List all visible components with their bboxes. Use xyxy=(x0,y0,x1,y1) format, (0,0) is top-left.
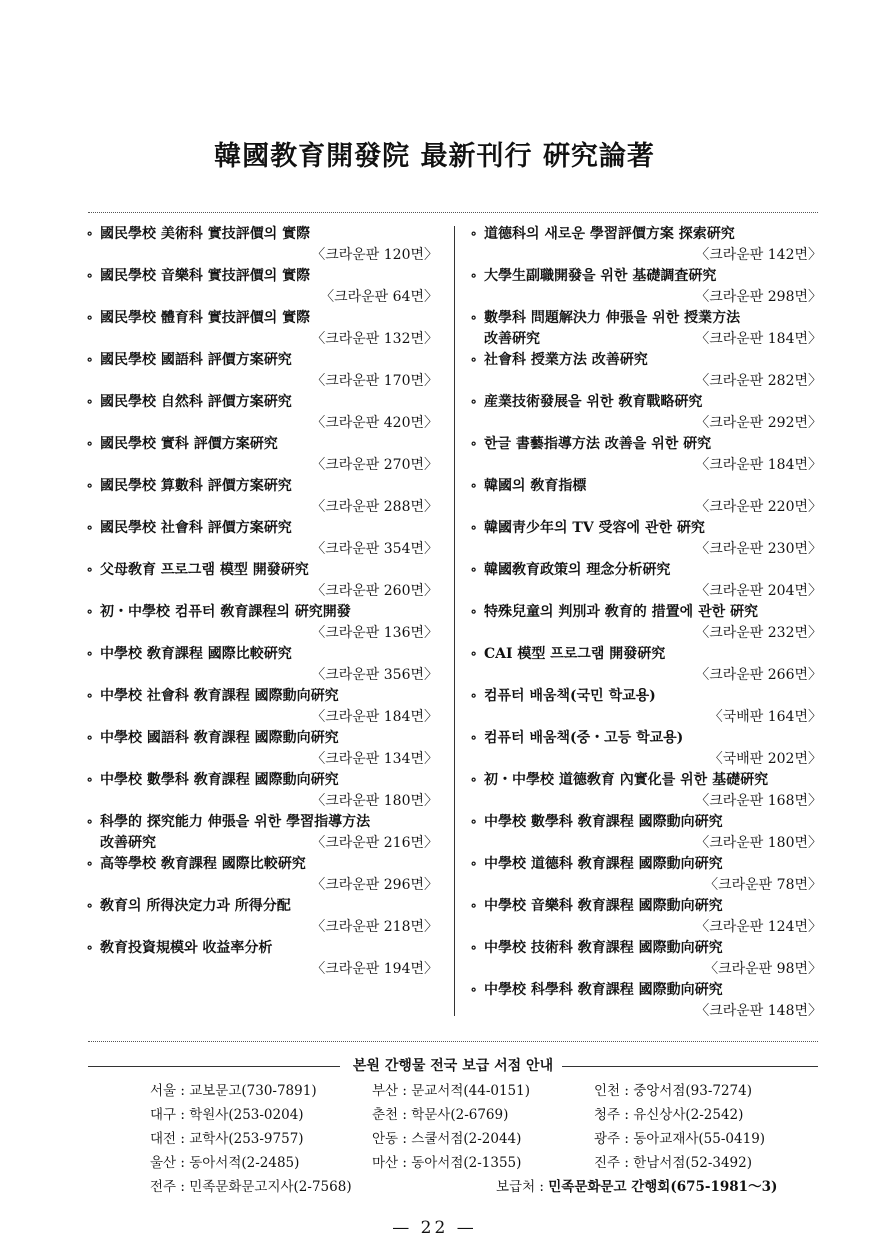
entry-title: 國民學校 體育科 實技評價의 實際 xyxy=(100,310,311,326)
entry-format-pages: 〈크라운판 260면〉 xyxy=(311,583,438,599)
entry-title-line xyxy=(470,812,822,833)
bookstore-entry: 청주 : 유신상사(2-2542) xyxy=(594,1107,744,1123)
entry-title-line xyxy=(470,329,822,350)
entry-format-pages: 〈크라운판 184면〉 xyxy=(695,331,822,347)
bookstore-entry: 진주 : 한남서점(52-3492) xyxy=(594,1155,753,1171)
entry-title-line xyxy=(470,476,822,497)
publication-entry xyxy=(86,686,438,728)
entry-format-pages: 〈크라운판 168면〉 xyxy=(695,793,822,809)
entry-format-pages: 〈크라운판 354면〉 xyxy=(311,541,438,557)
publication-entry xyxy=(86,644,438,686)
bullet-icon: ∘ xyxy=(86,814,94,830)
supplier-label: 보급처 : xyxy=(496,1179,549,1195)
bookstore-entry: 안동 : 스쿨서점(2-2044) xyxy=(372,1131,522,1147)
entry-title: 國民學校 自然科 評價方案硏究 xyxy=(100,394,292,410)
bookstore-jeonju: 전주 : 민족문화문고지사(2-7568) xyxy=(150,1179,352,1195)
entry-title-line xyxy=(470,224,822,245)
column-divider xyxy=(454,226,455,1016)
entry-title-line xyxy=(86,686,438,707)
entry-format-pages: 〈크라운판 98면〉 xyxy=(704,961,822,977)
bookstore-entry: 대구 : 학원사(253-0204) xyxy=(150,1107,304,1123)
publication-entry xyxy=(86,350,438,392)
entry-title-line xyxy=(470,980,822,1001)
distribution-heading-text: 본원 간행물 전국 보급 서점 안내 xyxy=(88,1056,818,1076)
entry-title: 大學生副職開發을 위한 基礎調査硏究 xyxy=(484,268,717,284)
entry-format-pages: 〈크라운판 216면〉 xyxy=(311,835,438,851)
publication-entry xyxy=(470,266,822,308)
bullet-icon: ∘ xyxy=(470,646,478,662)
bullet-icon: ∘ xyxy=(86,688,94,704)
bullet-icon: ∘ xyxy=(470,478,478,494)
entry-title-line xyxy=(86,560,438,581)
entry-title: 高等學校 敎育課程 國際比較硏究 xyxy=(100,856,306,872)
left-column xyxy=(86,224,438,980)
entry-title-line xyxy=(86,434,438,455)
entry-title-line xyxy=(470,560,822,581)
entry-format-pages: 〈크라운판 230면〉 xyxy=(695,541,822,557)
entry-title-line xyxy=(86,896,438,917)
entry-format-pages: 〈크라운판 194면〉 xyxy=(311,961,438,977)
publication-entry xyxy=(86,434,438,476)
publication-entry xyxy=(86,266,438,308)
entry-title-line xyxy=(86,770,438,791)
entry-title: 中學校 敎育課程 國際比較硏究 xyxy=(100,646,292,662)
entry-format-pages: 〈크라운판 296면〉 xyxy=(311,877,438,893)
entry-format-pages: 〈크라운판 124면〉 xyxy=(695,919,822,935)
entry-format-pages: 〈크라운판 218면〉 xyxy=(311,919,438,935)
publication-entry xyxy=(470,686,822,728)
supplier-name: 민족문화문고 간행회(675-1981〜3) xyxy=(548,1179,778,1195)
publication-entry xyxy=(86,896,438,938)
entry-title: 中學校 社會科 敎育課程 國際動向硏究 xyxy=(100,688,339,704)
publication-entry xyxy=(86,560,438,602)
entry-title-line xyxy=(470,602,822,623)
entry-format-pages: 〈크라운판 292면〉 xyxy=(695,415,822,431)
entry-title: 國民學校 音樂科 實技評價의 實際 xyxy=(100,268,311,284)
entry-title-line xyxy=(86,602,438,623)
entry-format-pages: 〈크라운판 78면〉 xyxy=(704,877,822,893)
entry-format-pages: 〈크라운판 282면〉 xyxy=(695,373,822,389)
publication-entry xyxy=(86,518,438,560)
entry-title: 父母敎育 프로그램 模型 開發硏究 xyxy=(100,562,309,578)
bullet-icon: ∘ xyxy=(470,856,478,872)
bookstore-entry: 인천 : 중앙서점(93-7274) xyxy=(594,1083,753,1099)
bullet-icon: ∘ xyxy=(86,352,94,368)
bookstore-entry: 춘천 : 학문사(2-6769) xyxy=(372,1107,509,1123)
entry-format-pages: 〈크라운판 184면〉 xyxy=(311,709,438,725)
page-title: 韓國教育開發院 最新刊行 硏究論著 xyxy=(214,141,655,172)
entry-format-pages: 〈크라운판 184면〉 xyxy=(695,457,822,473)
bullet-icon: ∘ xyxy=(86,772,94,788)
entry-title-line xyxy=(470,686,822,707)
entry-format-pages: 〈크라운판 180면〉 xyxy=(695,835,822,851)
bullet-icon: ∘ xyxy=(86,940,94,956)
entry-format-pages: 〈크라운판 266면〉 xyxy=(695,667,822,683)
entry-title: 中學校 科學科 敎育課程 國際動向硏究 xyxy=(484,982,723,998)
bullet-icon: ∘ xyxy=(470,814,478,830)
entry-title: 컴퓨터 배움책(중・고등 학교용) xyxy=(484,730,684,746)
bullet-icon: ∘ xyxy=(86,562,94,578)
right-column xyxy=(470,224,822,1022)
publication-entry xyxy=(86,308,438,350)
entry-title: 韓國의 敎育指標 xyxy=(484,478,587,494)
entry-title: 社會科 授業方法 改善硏究 xyxy=(484,352,648,368)
publication-entry xyxy=(86,392,438,434)
publication-entry xyxy=(86,476,438,518)
entry-title: 韓國靑少年의 TV 受容에 관한 硏究 xyxy=(484,520,705,536)
entry-format-pages: 〈크라운판 356면〉 xyxy=(311,667,438,683)
page-number: — 22 — xyxy=(392,1218,477,1238)
entry-format-pages: 〈국배판 202면〉 xyxy=(708,751,822,767)
entry-title-line xyxy=(470,644,822,665)
publication-entry xyxy=(470,476,822,518)
bullet-icon: ∘ xyxy=(86,268,94,284)
bookstore-entry: 광주 : 동아교재사(55-0419) xyxy=(594,1131,766,1147)
bullet-icon: ∘ xyxy=(470,604,478,620)
entry-format-pages: 〈크라운판 142면〉 xyxy=(695,247,822,263)
entry-title: 改善硏究 xyxy=(484,331,540,347)
entry-title: 國民學校 社會科 評價方案硏究 xyxy=(100,520,292,536)
bullet-icon: ∘ xyxy=(470,898,478,914)
entry-title-line xyxy=(470,266,822,287)
entry-title: 初・中學校 道德敎育 內實化를 위한 基礎硏究 xyxy=(484,772,769,788)
bullet-icon: ∘ xyxy=(86,436,94,452)
entry-title-line xyxy=(470,938,822,959)
heading-rule-right xyxy=(562,1066,818,1067)
bullet-icon: ∘ xyxy=(86,226,94,242)
entry-format-pages: 〈크라운판 220면〉 xyxy=(695,499,822,515)
entry-title: 中學校 數學科 敎育課程 國際動向硏究 xyxy=(484,814,723,830)
publication-entry xyxy=(470,854,822,896)
entry-title-line xyxy=(470,518,822,539)
bullet-icon: ∘ xyxy=(470,352,478,368)
entry-title: 國民學校 美術科 實技評價의 實際 xyxy=(100,226,311,242)
bullet-icon: ∘ xyxy=(86,394,94,410)
entry-title: 中學校 道德科 敎育課程 國際動向硏究 xyxy=(484,856,723,872)
bullet-icon: ∘ xyxy=(86,604,94,620)
bullet-icon: ∘ xyxy=(470,562,478,578)
entry-title-line xyxy=(86,812,438,833)
bullet-icon: ∘ xyxy=(86,898,94,914)
entry-format-pages: 〈크라운판 298면〉 xyxy=(695,289,822,305)
entry-title-line xyxy=(86,392,438,413)
bookstore-row-last xyxy=(150,1175,810,1199)
entry-title-line xyxy=(470,770,822,791)
entry-title: 特殊兒童의 判別과 敎育的 措置에 관한 硏究 xyxy=(484,604,758,620)
publication-entry xyxy=(470,434,822,476)
bullet-icon: ∘ xyxy=(470,226,478,242)
entry-title: 科學的 探究能力 伸張을 위한 學習指導方法 xyxy=(100,814,371,830)
entry-title-line xyxy=(86,518,438,539)
entry-title: 敎育의 所得決定力과 所得分配 xyxy=(100,898,291,914)
bullet-icon: ∘ xyxy=(470,394,478,410)
publication-entry xyxy=(470,224,822,266)
bookstore-row xyxy=(150,1151,810,1175)
bookstore-row xyxy=(150,1103,810,1127)
bookstore-entry: 부산 : 문교서적(44-0151) xyxy=(372,1083,531,1099)
bottom-dotted-rule xyxy=(88,1041,818,1042)
entry-format-pages: 〈크라운판 148면〉 xyxy=(695,1003,822,1019)
publication-entry xyxy=(86,812,438,854)
publication-entry xyxy=(470,350,822,392)
entry-format-pages: 〈크라운판 136면〉 xyxy=(311,625,438,641)
publication-entry xyxy=(470,518,822,560)
bookstore-entry: 마산 : 동아서점(2-1355) xyxy=(372,1155,522,1171)
entry-title: 中學校 技術科 敎育課程 國際動向硏究 xyxy=(484,940,723,956)
bullet-icon: ∘ xyxy=(470,940,478,956)
publication-entry xyxy=(86,770,438,812)
entry-title-line xyxy=(470,434,822,455)
entry-title-line xyxy=(86,266,438,287)
entry-title: 한글 書藝指導方法 改善을 위한 硏究 xyxy=(484,436,712,452)
bullet-icon: ∘ xyxy=(470,310,478,326)
entry-format-pages: 〈크라운판 170면〉 xyxy=(311,373,438,389)
entry-title-line xyxy=(86,476,438,497)
bullet-icon: ∘ xyxy=(86,856,94,872)
supplier-info xyxy=(496,1175,777,1199)
publication-entry xyxy=(470,938,822,980)
entry-title-line xyxy=(86,728,438,749)
entry-title: 中學校 國語科 敎育課程 國際動向硏究 xyxy=(100,730,339,746)
entry-title: 中學校 數學科 敎育課程 國際動向硏究 xyxy=(100,772,339,788)
entry-format-pages: 〈크라운판 120면〉 xyxy=(311,247,438,263)
entry-title-line xyxy=(470,854,822,875)
publication-entry xyxy=(86,728,438,770)
entry-title-line xyxy=(86,833,438,854)
entry-title: 初・中學校 컴퓨터 敎育課程의 硏究開發 xyxy=(100,604,351,620)
bullet-icon: ∘ xyxy=(86,730,94,746)
entry-title-line xyxy=(86,308,438,329)
publication-entry xyxy=(86,854,438,896)
entry-title-line xyxy=(86,224,438,245)
bullet-icon: ∘ xyxy=(470,268,478,284)
publication-entry xyxy=(470,308,822,350)
entry-title: 韓國敎育政策의 理念分析硏究 xyxy=(484,562,671,578)
bullet-icon: ∘ xyxy=(86,646,94,662)
entry-title: 國民學校 實科 評價方案硏究 xyxy=(100,436,278,452)
publication-entry xyxy=(86,602,438,644)
entry-title: 國民學校 算數科 評價方案硏究 xyxy=(100,478,292,494)
entry-title: 敎育投資規模와 收益率分析 xyxy=(100,940,273,956)
bookstore-entry: 울산 : 동아서적(2-2485) xyxy=(150,1155,300,1171)
entry-format-pages: 〈크라운판 420면〉 xyxy=(311,415,438,431)
bullet-icon: ∘ xyxy=(470,520,478,536)
entry-title: CAI 模型 프로그램 開發硏究 xyxy=(484,646,666,662)
entry-title: 컴퓨터 배움책(국민 학교용) xyxy=(484,688,656,704)
entry-title: 國民學校 國語科 評價方案硏究 xyxy=(100,352,292,368)
entry-title: 産業技術發展을 위한 敎育戰略硏究 xyxy=(484,394,703,410)
publication-entry xyxy=(86,938,438,980)
entry-title-line xyxy=(86,938,438,959)
entry-title: 道德科의 새로운 學習評價方案 探索硏究 xyxy=(484,226,735,242)
top-dotted-rule xyxy=(88,212,818,213)
entry-format-pages: 〈크라운판 132면〉 xyxy=(311,331,438,347)
entry-title-line xyxy=(470,350,822,371)
entry-format-pages: 〈크라운판 232면〉 xyxy=(695,625,822,641)
bookstore-row xyxy=(150,1079,810,1103)
entry-title: 數學科 問題解決力 伸張을 위한 授業方法 xyxy=(484,310,741,326)
entry-format-pages: 〈크라운판 64면〉 xyxy=(320,289,438,305)
publication-entry xyxy=(470,896,822,938)
entry-title-line xyxy=(470,896,822,917)
entry-title: 中學校 音樂科 敎育課程 國際動向硏究 xyxy=(484,898,723,914)
publication-entry xyxy=(470,980,822,1022)
entry-title-line xyxy=(470,392,822,413)
entry-format-pages: 〈크라운판 288면〉 xyxy=(311,499,438,515)
bookstore-entry: 대전 : 교학사(253-9757) xyxy=(150,1131,304,1147)
bullet-icon: ∘ xyxy=(470,688,478,704)
entry-title-line xyxy=(86,854,438,875)
entry-title: 改善硏究 xyxy=(100,835,156,851)
entry-title-line xyxy=(470,728,822,749)
bullet-icon: ∘ xyxy=(470,982,478,998)
bullet-icon: ∘ xyxy=(86,478,94,494)
bullet-icon: ∘ xyxy=(470,772,478,788)
publication-entry xyxy=(470,644,822,686)
distribution-heading xyxy=(88,1056,818,1076)
entry-format-pages: 〈크라운판 180면〉 xyxy=(311,793,438,809)
publication-entry xyxy=(470,392,822,434)
publication-entry xyxy=(470,728,822,770)
entry-format-pages: 〈크라운판 134면〉 xyxy=(311,751,438,767)
entry-format-pages: 〈크라운판 270면〉 xyxy=(311,457,438,473)
bullet-icon: ∘ xyxy=(470,730,478,746)
publication-entry xyxy=(86,224,438,266)
publication-entry xyxy=(470,602,822,644)
publication-entry xyxy=(470,770,822,812)
publication-entry xyxy=(470,812,822,854)
entry-title-line xyxy=(86,350,438,371)
bullet-icon: ∘ xyxy=(86,520,94,536)
bullet-icon: ∘ xyxy=(86,310,94,326)
entry-format-pages: 〈크라운판 204면〉 xyxy=(695,583,822,599)
publication-entry xyxy=(470,560,822,602)
bookstore-entry: 서울 : 교보문고(730-7891) xyxy=(150,1083,317,1099)
entry-title-line xyxy=(470,308,822,329)
bullet-icon: ∘ xyxy=(470,436,478,452)
entry-format-pages: 〈국배판 164면〉 xyxy=(708,709,822,725)
bookstore-row xyxy=(150,1127,810,1151)
entry-title-line xyxy=(86,644,438,665)
